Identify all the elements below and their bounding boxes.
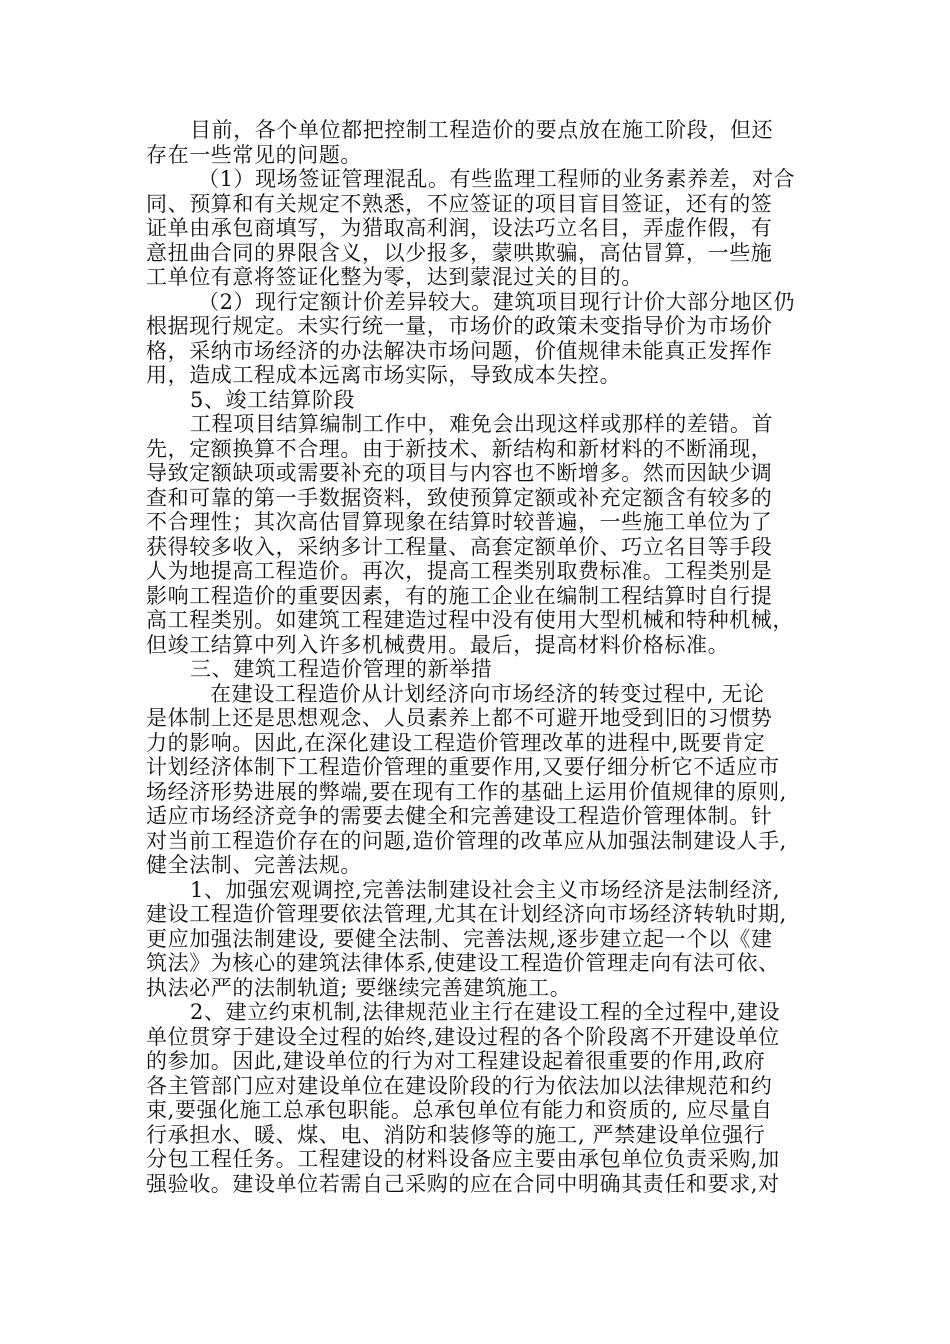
document-body [146,118,806,1196]
text-line: 影响工程造价的重要因素，有的施工企业在编制工程结算时自行提 [146,583,773,608]
text-line: 但竣工结算中列入许多机械费用。最后，提高材料价格标准。 [146,632,730,657]
text-line: 健全法制、完善法规。 [146,853,362,877]
text-line: 根据现行规定。未实行统一量，市场价的政策未变指导价为市场价 [146,314,773,338]
text-line: 工程项目结算编制工作中，难免会出现这样或那样的差错。首 [190,412,774,436]
text-line: 在建设工程造价从计划经济向市场经济的转变过程中, 无论 [210,681,765,706]
section-heading: 三、建筑工程造价管理的新举措 [190,657,493,681]
text-line: 是体制上还是思想观念、人员素养上都不可避开地受到旧的习惯势 [146,706,773,730]
section-heading: 5、竣工结算阶段 [190,387,356,412]
text-line: 筑法》为核心的建筑法律体系,使建设工程造价管理走向有法可依、 [146,951,780,975]
text-line: 束,要强化施工总承包职能。总承包单位有能力和资质的, 应尽量自 [146,1098,773,1122]
text-line: 格，采纳市场经济的办法解决市场问题，价值规律未能真正发挥作 [146,338,773,363]
text-line: 高工程类别。如建筑工程建造过程中没有使用大型机械和特种机械， [146,608,794,632]
text-line: 1、加强宏观调控,完善法制建设社会主义市场经济是法制经济, [190,877,781,902]
text-line: 不合理性；其次高估冒算现象在结算时较普遍，一些施工单位为了 [146,510,773,534]
text-line: 场经济形势进展的弊端,要在现有工作的基础上运用价值规律的原则, [146,779,787,804]
text-line: 目前，各个单位都把控制工程造价的要点放在施工阶段，但还 [190,118,774,142]
text-line: 存在一些常见的问题。 [146,142,362,167]
text-line: 对当前工程造价存在的问题,造价管理的改革应从加强法制建设人手, [146,828,787,853]
text-line: （1）现场签证管理混乱。有些监理工程师的业务素养差，对合 [198,167,796,191]
text-line: 建设工程造价管理要依法管理,尤其在计划经济向市场经济转轨时期, [146,902,787,926]
text-line: 工单位有意将签证化整为零，达到蒙混过关的目的。 [146,265,643,289]
text-line: 获得较多收入，采纳多计工程量、高套定额单价、巧立名目等手段 [146,534,773,559]
text-line: 计划经济体制下工程造价管理的重要作用,又要仔细分析它不适应市 [146,755,780,779]
text-line: 证单由承包商填写，为猎取高利润，设法巧立名目，弄虚作假，有 [146,216,773,240]
text-line: 先，定额换算不合理。由于新技术、新结构和新材料的不断涌现， [146,436,773,461]
text-line: （2）现行定额计价差异较大。建筑项目现行计价大部分地区仍 [198,289,796,314]
text-line: 更应加强法制建设, 要健全法制、完善法规,逐步建立起一个以《建 [146,926,773,951]
text-line: 导致定额缺项或需要补充的项目与内容也不断增多。然而因缺少调 [146,461,773,485]
text-line: 力的影响。因此,在深化建设工程造价管理改革的进程中,既要肯定 [146,730,766,755]
text-line: 查和可靠的第一手数据资料，致使预算定额或补充定额含有较多的 [146,485,773,510]
text-line: 的参加。因此,建设单位的行为对工程建设起着很重要的作用,政府 [146,1049,766,1073]
text-line: 强验收。建设单位若需自己采购的应在合同中明确其责任和要求,对 [146,1171,780,1196]
text-line: 行承担水、暖、煤、电、消防和装修等的施工, 严禁建设单位强行 [146,1122,766,1147]
text-line: 人为地提高工程造价。再次，提高工程类别取费标准。工程类别是 [146,559,773,583]
text-line: 执法必严的法制轨道; 要继续完善建筑施工。 [146,975,572,1000]
text-line: 2、建立约束机制,法律规范业主行在建设工程的全过程中,建设 [190,1000,781,1024]
text-line: 单位贯穿于建设全过程的始终,建设过程的各个阶段离不开建设单位 [146,1024,780,1049]
text-line: 同、预算和有关规定不熟悉，不应签证的项目盲目签证，还有的签 [146,191,773,216]
text-line: 分包工程任务。工程建设的材料设备应主要由承包单位负责采购,加 [146,1147,780,1171]
text-line: 各主管部门应对建设单位在建设阶段的行为依法加以法律规范和约 [146,1073,773,1098]
text-line: 意扭曲合同的界限含义，以少报多，蒙哄欺骗，高估冒算，一些施 [146,240,773,265]
text-line: 适应市场经济竞争的需要去健全和完善建设工程造价管理体制。针 [146,804,773,828]
text-line: 用，造成工程成本远离市场实际，导致成本失控。 [146,363,622,387]
